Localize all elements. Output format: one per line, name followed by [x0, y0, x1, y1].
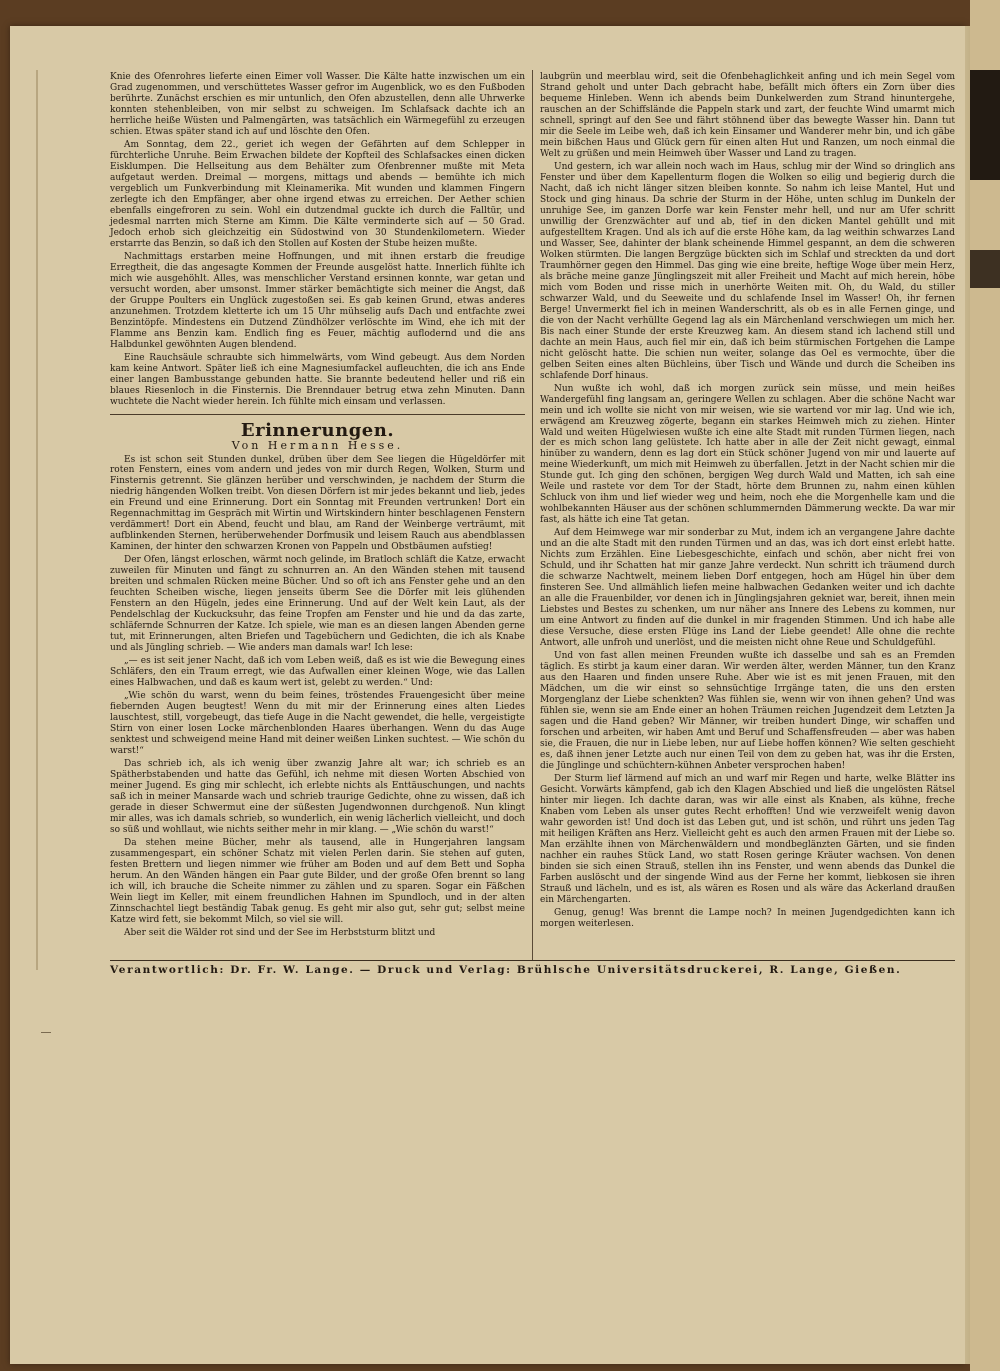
paragraph: Eine Rauchsäule schraubte sich himmelwärts, vom Wind gebeugt. Aus dem Norden kam keine Antwort. Später ließ ich eine Magnesiumfackel aufleuchten, die ich ans Ende einer langen Bambusstange gebunden hatte. Sie brannte bedeutend heller und riß ein blaues Riesenloch in die Finsternis. Die Brenndauer betrug etwa zehn Minuten. Dann wuchtete die Nacht wieder herein. Ich fühlte mich einsam und verlassen.: [110, 352, 525, 407]
section-divider: [110, 414, 525, 415]
quote-paragraph: „Wie schön du warst, wenn du beim feines, tröstendes Frauengesicht über meine fiebernden Augen beugtest! Wenn du mit mir der Erinnerung eines alten Liedes lauschtest, still, vorgebeugt, das tiefe Auge in die Nacht gewendet, die helle, vergeistigte Stirn von einer losen Locke märchenblonden Haares überhangen. Wenn du das Auge senktest und schweigend meine Hand mit deiner weißen Linken suchtest. — Wie schön du warst!“: [110, 691, 525, 757]
paragraph: Es ist schon seit Stunden dunkel, drüben über dem See liegen die Hügeldörfer mit roten Fenstern, eines vom andern und jedes von mir durch Regen, Wolken, Sturm und Finsternis getrennt. Sie glänzen herüber und verschwinden, je nachdem der Sturm die niedrig hängenden Wolken treibt. Von diesen Dörfern ist mir jedes bekannt und lieb, jedes ein Freund und eine Erinnerung. Dort ein Sonntag mit Freunden vertrunken! Dort ein Regennachmittag im Gespräch mit Wirtin und Wirtskindern hinter beschlagenen Fenstern verdämmert! Dort ein Abend, feucht und blau, am Rand der Weinberge verträumt, mit aufblinkenden Sternen, herüberwehender Dorfmusik und leisem Rauch aus abendblassen Kaminen, der hinter den schwarzen Kronen von Pappeln und Obstbäumen aufstieg!: [110, 454, 525, 553]
paragraph: Und von fast allen meinen Freunden wußte ich dasselbe und sah es an Fremden täglich. Es stirbt ja kaum einer daran. Wir werden älter, werden Männer, tun den Kranz aus den Haaren und finden unsere Ruhe. Aber wie ist es mit jenen Frauen, mit den Mädchen, um die wir einst so sehnsüchtige Irrgänge taten, die uns den ersten Morgenglanz der Liebe schenkten? Was fühlen sie, wenn wir von ihnen gehen? Und was fühlen sie, wenn sie am Ende einer an hohen Träumen reichen Jugendzeit dem Letzten Ja sagen und die Hand geben? Wir Männer, wir treiben hundert Dinge, wir schaffen und forschen und arbeiten, wir haben Amt und Beruf und Schaffensfreuden — aber was haben sie, die Frauen, die nur in Liebe leben, nur auf Liebe hoffen können? Wie selten geschieht es, daß ihnen jener Letzte auch nur einen Teil von dem zu geben hat, was ihr die Ersten, die Jünglinge und schüchtern-kühnen Anbeter versprochen haben!: [540, 651, 955, 772]
paragraph: laubgrün und meerblau wird, seit die Ofenbehaglichkeit anfing und ich mein Segel vom Strand geholt und unter Dach gebracht habe, befällt mich öfters ein Zorn über dies bequeme Hinleben. Wenn ich abends beim Dunkelwerden zum Strand hinuntergehe, rauschen an der Schiffsländе die Pappeln stark und zart, der feuchte Wind umarmt mich schnell, springt auf den See und fährt stöhnend über das bewegte Wasser hin. Dann tut mir die Seele im Leibe weh, daß ich kein Einsamer und Wanderer mehr bin, und ich gäbe mein bißchen Haus und Glück gern für einen alten Hut und Ranzen, um noch einmal die Welt zu grüßen und mein Heimweh über Wasser und Land zu tragen.: [540, 72, 955, 159]
page-edge-line: [36, 70, 38, 970]
right-column: [540, 72, 955, 932]
left-column: [110, 72, 525, 941]
paragraph: Am Sonntag, dem 22., geriet ich wegen der Gefährten auf dem Schlepper in fürchterliche Unruhe. Beim Erwachen bildete der Kopfteil des Schlafsackes einen dicken Eisklumpen. Die Hellseitung aus dem Behälter zum Ofenbrenner mußte mit Meta aufgetaut werden. Dreimal — morgens, mittags und abends — bemühte ich mich vergeblich um Funkverbindung mit Kleinamerika. Mit wunden und klammen Fingern zerlegte ich den Empfänger, aber ohne irgend etwas zu erreichen. Der Aether schien ebenfalls eingefroren zu sein. Wohl ein dutzendmal guckte ich durch die Falltür, und jedesmal narrten mich Sterne am Kimm. Die Kälte verminderte sich auf — 50 Grad. Jedoch erhob sich gleichzeitig ein Südostwind von 30 Stundenkilometern. Wieder erstarrte das Benzin, so daß ich den Stollen auf Kosten der Stube heizen mußte.: [110, 139, 525, 249]
margin-mark: [41, 1032, 51, 1033]
adjacent-page-edge: [970, 0, 1000, 1371]
paragraph: Der Sturm lief lärmend auf mich an und warf mir Regen und harte, welke Blätter ins Gesicht. Vorwärts kämpfend, gab ich den Klagen Abschied und ließ die ungelösten Rätsel hinter mir liegen. Ich dachte daran, was wir alle einst als Knaben, als kühne, freche Knaben vom Leben als unser gutes Recht erhofften! Und wie verzweifelt wenig davon wahr geworden ist! Und doch ist das Leben gut, und ist schön, und rührt uns jeden Tag mit heiligen Kräften ans Herz. Vielleicht geht es auch den armen Frauen mit der Liebe so. Man erzählte ihnen von Märchenwäldern und mondbeglänzten Gärten, und sie finden nachher ein rauhes Stück Land, wo statt Rosen geringe Kräuter wachsen. Von denen binden sie sich einen Strauß, stellen ihn ins Fenster, und wenn abends das Dunkel die Farben auslöscht und der singende Wind aus der Ferne her kommt, liebkosen sie ihren Strauß und lächeln, und es ist, als wären es Rosen und als wäre das Ackerland draußen ein Märchengarten.: [540, 774, 955, 905]
article-byline: Von Hermann Hesse.: [231, 438, 404, 452]
column-divider: [532, 70, 533, 960]
paragraph: Und gestern, ich war allein noch wach im Haus, schlug mir der Wind so dringlich ans Fenster und über dem Kapellenturm flogen die Wolken so eilig und begierig durch die Nacht, daß ich nicht länger sitzen bleiben konnte. So nahm ich leise Mantel, Hut und Stock und ging hinaus. Da schrie der Sturm in der Höhe, unten schlug im Dunkeln der unruhige See, im ganzen Dorfe war kein Fenster mehr hell, und nur am Ufer schritt unwillig der Grenzwächter auf und ab, tief in den dicken Mantel gehüllt und mit aufgestelltem Kragen. Und als ich auf die erste Höhe kam, da lag weithin schwarzes Land und Wasser, See, dahinter der blank scheinende Himmel gespannt, an dem die schweren Wolken stürmten. Die langen Bergzüge bückten sich im Schlaf und streckten da und dort Traumhörner gegen den Himmel. Das ging wie eine breite, heftige Woge über mein Herz, als bräche meine ganze Jünglingszeit mit aller Freiheit und Macht auf mich herein, höbe mich vom Boden und risse mich in unerhörte Weiten mit. Oh, du Wald, du stiller schwarzer Wald, und du Seeweite und du schlafende Insel im Wasser! Oh, ihr fernen Berge! Unvermerkt fiel ich in meinen Wanderschritt, als ob es in alle Fernen ginge, und die von der Nacht verhüllte Gegend lag als ein Märchenland verschwiegen um mich her. Bis nach einer Stunde der erste Kreuzweg kam. An diesem stand ich lachend still und dachte an mein Haus, auch fiel mir ein, daß ich beim stürmischen Fortgehen die Lampe nicht gelöscht hatte. Die schien nun weiter, solange das Oel es vermochte, über die gelben Seiten eines alten Büchleins, über Tisch und Wände und durch die Scheiben ins schlafende Dorf hinaus.: [540, 161, 955, 381]
paragraph: Der Ofen, längst erloschen, wärmt noch gelinde, im Bratloch schläft die Katze, erwacht zuweilen für Minuten und fängt zu schnurren an. An den Wänden stehen mit tausend breiten und schmalen Rücken meine Bücher. Und so oft ich ans Fenster gehe und an den feuchten Scheiben wische, liegen jenseits überm See die Dörfer mit leis glühenden Fenstern an den Hügeln, jedes eine Erinnerung. Und auf der Welt kein Laut, als der Pendelschlag der Kuckucksuhr, das feine Tropfen am Fenster und hie und da das zarte, schläfernde Schnurren der Katze. Ich spiele, wie man es an diesen langen Abenden gerne tut, mit Erinnerungen, alten Briefen und Tagebüchern und Gedichten, die ich als Knabe und als Jüngling schrieb. — Wie anders man damals war! Ich lese:: [110, 555, 525, 654]
paragraph: Das schrieb ich, als ich wenig über zwanzig Jahre alt war; ich schrieb es an Spätherbstabenden und hatte das Gefühl, ich nehme mit diesen Worten Abschied von meiner Jugend. Es ging mir schlecht, ich erlebte nichts als Enttäuschungen, und nachts saß ich in meiner Mansarde wach und schrieb traurige Gedichte, ohne zu wissen, daß ich gerade in dieser Schwermut eine der süßesten Jugendwonnen durchgenoß. Nun klingt mir alles, was ich damals schrieb, so wunderlich, ein wenig lächerlich vielleicht, und doch so süß und wohllaut, wie nichts seither mehr in mir klang. — „Wie schön du warst!“: [110, 759, 525, 835]
paragraph: Aber seit die Wälder rot sind und der See im Herbststurm blitzt und: [124, 927, 436, 938]
adjacent-page-heading-block: [970, 250, 1000, 288]
paragraph: Genug, genug! Was brennt die Lampe noch? In meinen Jugendgedichten kann ich morgen weiterlesen.: [540, 907, 955, 929]
paragraph: Nun wußte ich wohl, daß ich morgen zurück sein müsse, und mein heißes Wandergefühl fing langsam an, geringere Wellen zu schlagen. Aber die schöne Nacht war mein und ich wollte sie nicht von mir weisen, wie sie wartend vor mir lag. Und wie ich, erwägend am Kreuzweg zögerte, begann ein starkes Heimweh mich zu ziehen. Hinter Wald und weiten Hügelwiesen wußte ich eine alte Stadt mit runden Türmen liegen, nach der es mich schon lang gelüstete. Ich hatte aber in alle der Zeit nicht gewagt, einmal hinüber zu wandern, denn es lag dort ein Stück schöner Jugend von mir und lauerte auf meine Wiederkunft, um mich mit Heimweh zu überfallen. Jetzt in der Nacht schien mir die Stunde gut. Ich ging den schönen, bergigen Weg durch Wald und Matten, ich sah eine Weile und rastete vor dem Tor der Stadt, hörte dem Brunnen zu, nahm einen kühlen Schluck von ihm und lief wieder weg und heim, noch ehe die Morgenhelle kam und die wohlbekannten Häuser aus der schönen schlummernden Dämmerung weckte. Da war mir fast, als hätte ich eine Tat getan.: [540, 383, 955, 526]
quote-paragraph: „— es ist seit jener Nacht, daß ich vom Leben weiß, daß es ist wie die Bewegung eines Schläfers, den ein Traum erregt, wie das Aufwallen einer kleinen Woge, wie das Lallen eines Halbwachen, und daß es kaum wert ist, gelebt zu werden.“ Und:: [110, 656, 525, 689]
article-expedition: [110, 72, 525, 408]
paragraph: Da stehen meine Bücher, mehr als tausend, alle in Hungerjahren langsam zusammengespart, ein schöner Schatz mit vielen Perlen darin. Sie stehen auf guten, festen Brettern und liegen nimmer wie früher am Boden und auf dem Bett und Sopha herum. An den Wänden hängen ein Paar gute Bilder, und der große Ofen brennt so lang ich will, ich brauche die Scheite nimmer zu zählen und zu sparen. Sogar ein Fäßchen Wein liegt im Keller, mit einem freundlichen Hahnen im Spundloch, und in der alten Zinnschachtel liegt beständig Tabak genug. Es geht mir also gut, sehr gut; selbst meine Katze wird fett, sie bekommt Milch, so viel sie will.: [110, 837, 525, 925]
article-title: Erinnerungen.: [240, 419, 395, 441]
paragraph: Knie des Ofenrohres lieferte einen Eimer voll Wasser. Die Kälte hatte inzwischen um ein Grad zugenommen, und verschüttetes Wasser gefror im Augenblick, wo es den Fußboden berührte. Zunächst erschien es mir untunlich, den Ofen abzustellen, denn alle Uhrwerke konnten stehenbleiben, von mir selbst zu schweigen. Im Schlafsack dachte ich an herrliche heiße Wüsten und Palmengärten, was tatsächlich ein Wärmegefühl zu erzeugen schien. Etwas später stand ich auf und löschte den Ofen.: [110, 72, 525, 137]
paragraph: Nachmittags erstarben meine Hoffnungen, und mit ihnen erstarb die freudige Erregtheit, die das angesagte Kommen der Freunde ausgelöst hatte. Innerlich fühlte ich mich wie ausgehöhlt. Alles, was menschlicher Verstand ersinnen konnte, war getan und versucht worden, aber umsonst. Immer stärker bemächtigte sich meiner die Angst, daß der Gruppe Poulters ein Unglück zugestoßen sei. Es gab keinen Grund, etwas anderes anzunehmen. Trotzdem kletterte ich um 15 Uhr mühselig aufs Dach und entfachte zwei Benzintöpfe. Mindestens ein Dutzend Zündhölzer verlöschte im Wind, ehe ich mit der Flamme ans Benzin kam. Endlich fing es Feuer, mächtig auflodernd und die ans Halbdunkel gewöhnten Augen blendend.: [110, 251, 525, 350]
newspaper-page: [10, 26, 965, 1364]
adjacent-page-headline-block: [970, 70, 1000, 180]
imprint-footer: Verantwortlich: Dr. Fr. W. Lange. — Druck und Verlag: Brühlsche Universitätsdruckerei, R. Lange, Gießen.: [110, 960, 955, 976]
paragraph: Auf dem Heimwege war mir sonderbar zu Mut, indem ich an vergangene Jahre dachte und an die alte Stadt mit den runden Türmen und an das, was ich dort einst erlebt hatte. Nichts zum Erzählen. Eine Liebesgeschichte, einfach und schön, aber nicht frei von Schuld, und ihr Schatten hat mir ganze Jahre verdeckt. Nun schritt ich träumend durch die schwarze Nachtwelt, meinem lieben Dorf entgegen, hoch am Hügel hin über dem finsteren See. Und allmählich liefen meine halbwachen Gedanken weiter und ich dachte an alle die Frauenbilder, vor denen ich in Jünglingsjahren gekniet war, bereit, ihnen mein Liebstes und Bestes zu schenken, um nur näher ans Innere des Lebens zu kommen, nur um eine Antwort zu finden auf die dunkel in mir fragenden Stimmen. Und ich habe alle diese Versuche, diese ersten Flüge ins Land der Liebe geendet! Alle ohne die rechte Antwort, alle unfroh und unerlöst, und die meisten nicht ohne Reue und Schuldgefühl.: [540, 528, 955, 649]
